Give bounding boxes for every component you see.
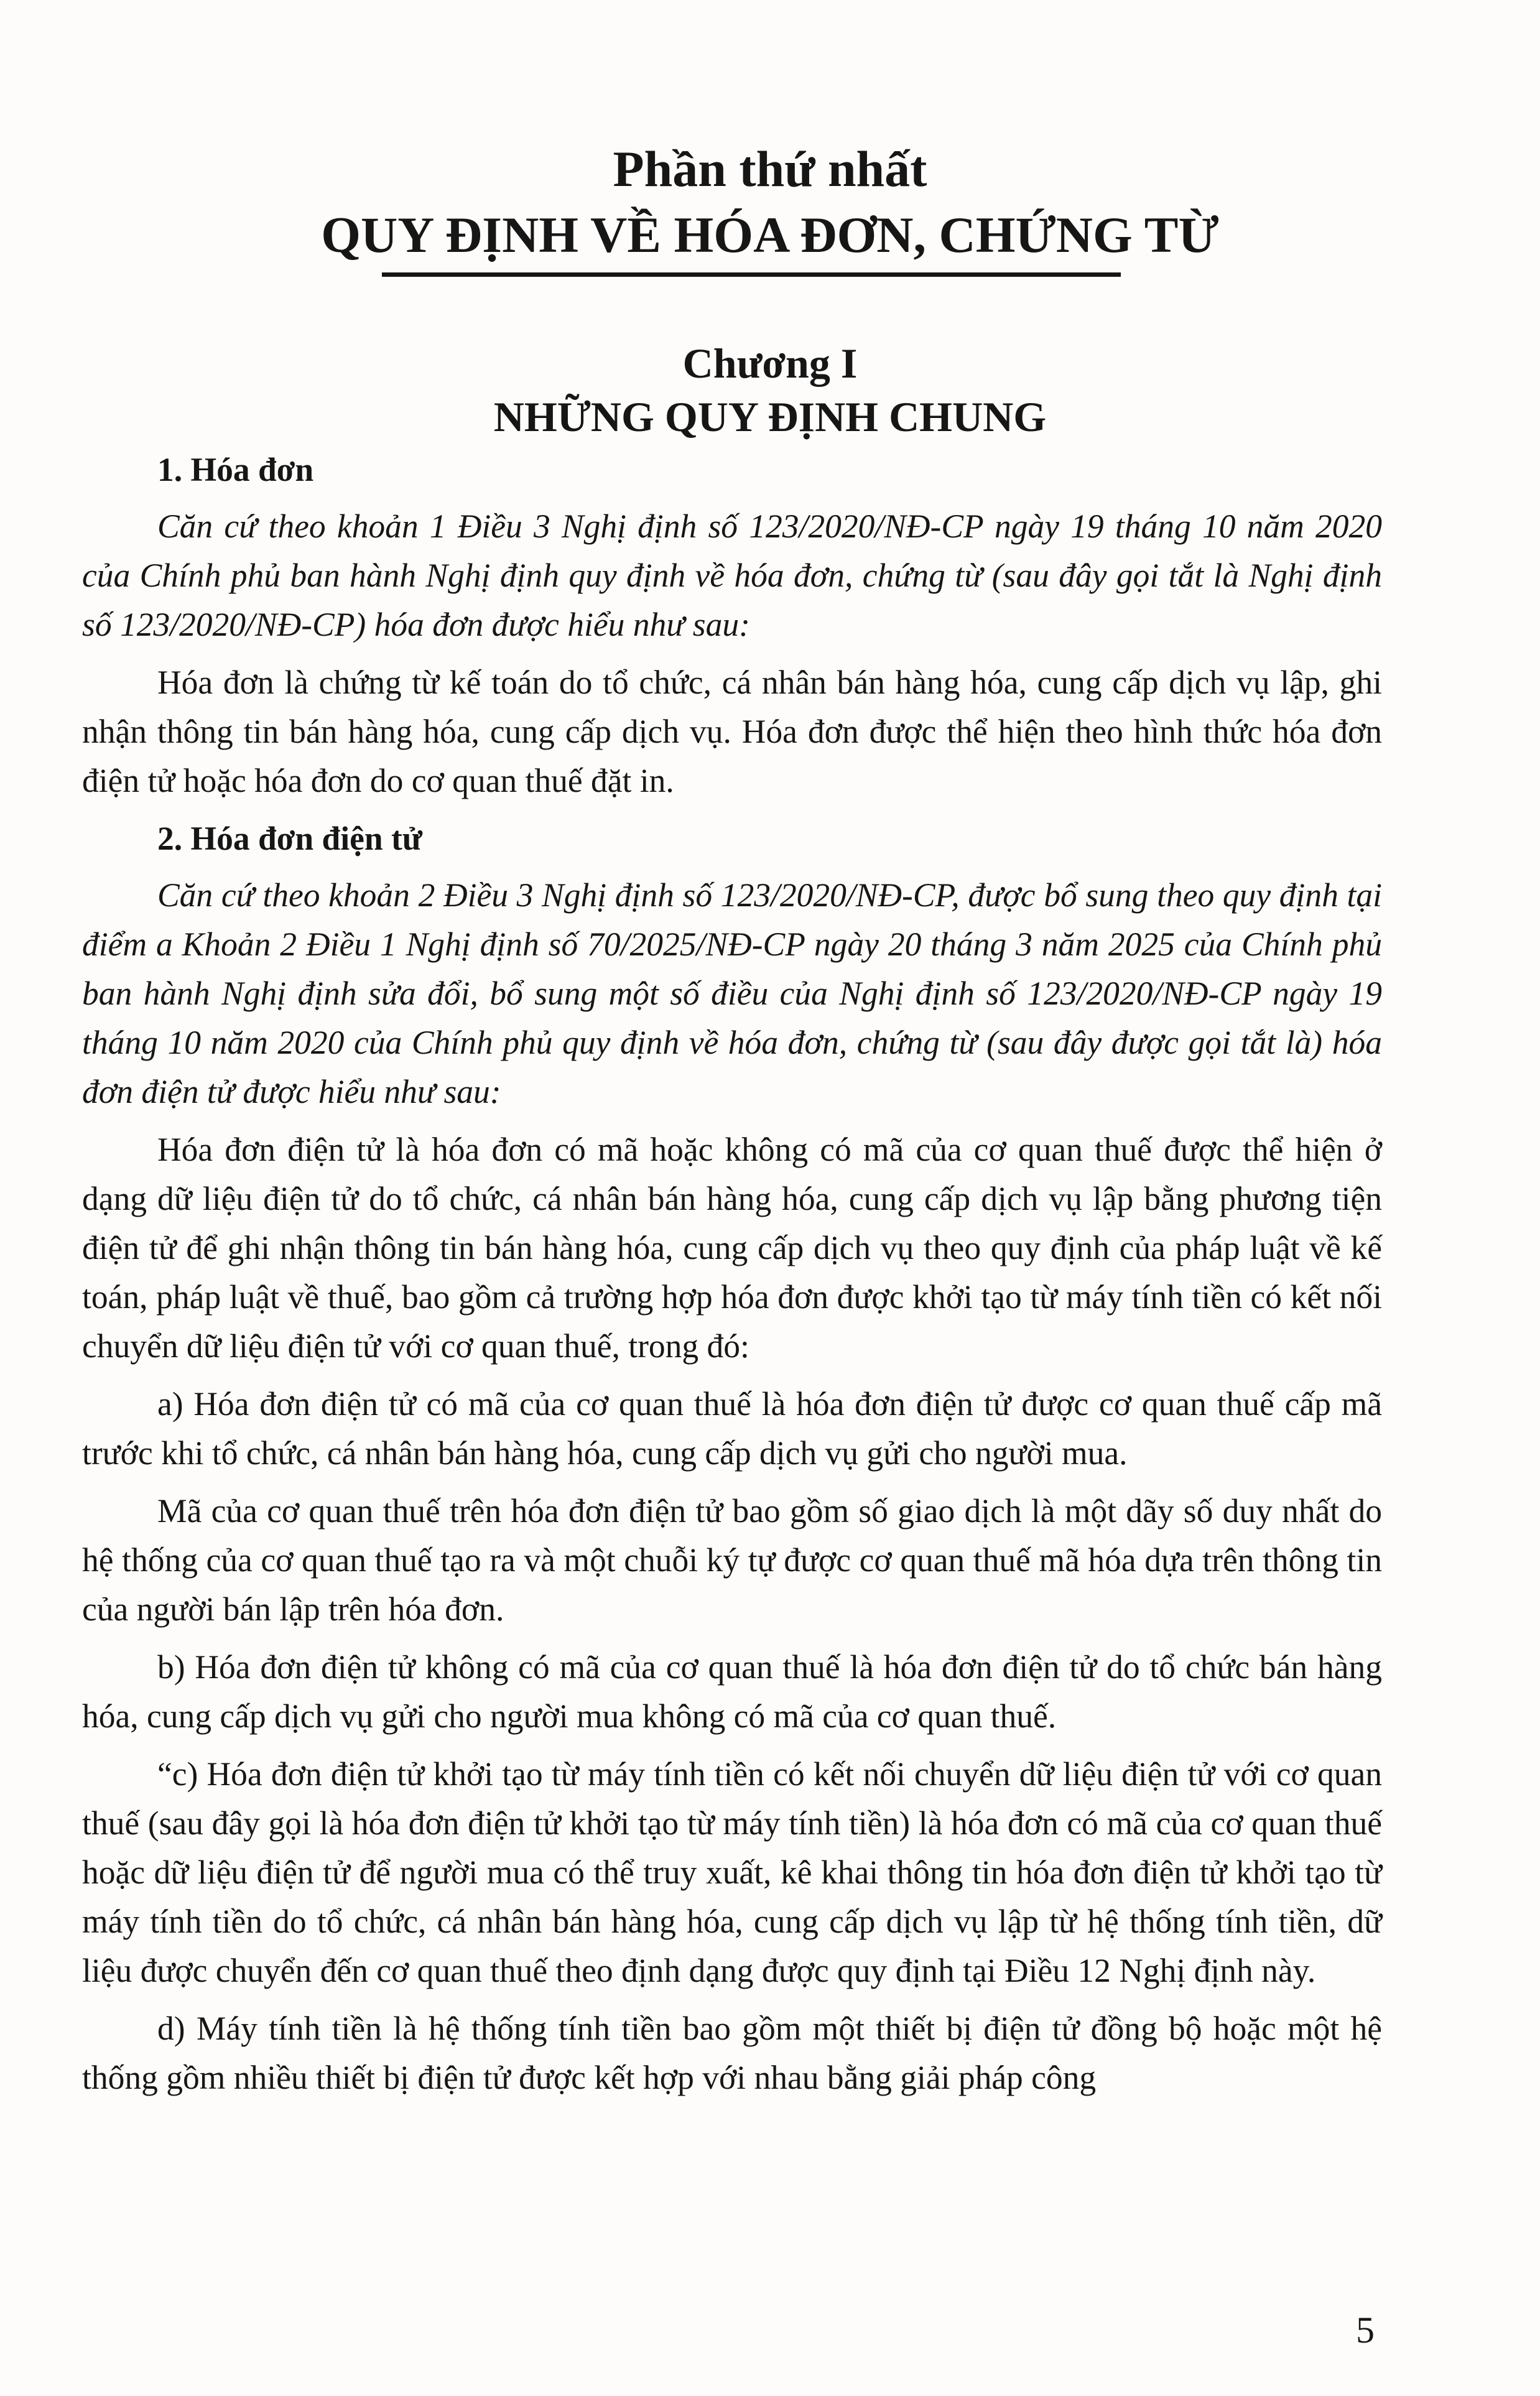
section-heading: 1. Hóa đơn — [157, 451, 314, 488]
page-number: 5 — [1356, 2310, 1375, 2351]
legal-citation: Căn cứ theo khoản 2 Điều 3 Nghị định số 123/2020/NĐ-CP, được bổ sung theo quy định tại điểm a Khoản 2 Điều 1 Nghị định số 70/2025/NĐ-CP ngày 20 tháng 3 năm 2025 của Chính phủ ban hành Nghị định sửa đổi, bổ sung một số điều của Nghị định số 123/2020/NĐ-CP ngày 19 tháng 10 năm 2020 của Chính phủ quy định về hóa đơn, chứng từ (sau đây được gọi tắt là) hóa đơn điện tử được hiểu như sau: — [82, 876, 1382, 1110]
legal-citation: Căn cứ theo khoản 1 Điều 3 Nghị định số 123/2020/NĐ-CP ngày 19 tháng 10 năm 2020 của Chính phủ ban hành Nghị định quy định về hóa đơn, chứng từ (sau đây gọi tắt là Nghị định số 123/2020/NĐ-CP) hóa đơn được hiểu như sau: — [82, 508, 1382, 643]
body-text — [82, 445, 1382, 2111]
paragraph: a) Hóa đơn điện tử có mã của cơ quan thuế là hóa đơn điện tử được cơ quan thuế cấp mã trước khi tổ chức, cá nhân bán hàng hóa, cung cấp dịch vụ gửi cho người mua. — [82, 1385, 1382, 1472]
chapter-subtitle: NHỮNG QUY ĐỊNH CHUNG — [493, 393, 1047, 440]
chapter-title: Chương I — [682, 340, 858, 387]
paragraph: Hóa đơn điện tử là hóa đơn có mã hoặc không có mã của cơ quan thuế được thể hiện ở dạng dữ liệu điện tử do tổ chức, cá nhân bán hàng hóa, cung cấp dịch vụ lập bằng phương tiện điện tử để ghi nhận thông tin bán hàng hóa, cung cấp dịch vụ theo quy định của pháp luật về kế toán, pháp luật về thuế, bao gồm cả trường hợp hóa đơn được khởi tạo từ máy tính tiền có kết nối chuyển dữ liệu điện tử với cơ quan thuế, trong đó: — [82, 1131, 1382, 1365]
paragraph: Hóa đơn là chứng từ kế toán do tổ chức, cá nhân bán hàng hóa, cung cấp dịch vụ lập, ghi nhận thông tin bán hàng hóa, cung cấp dịch vụ. Hóa đơn được thể hiện theo hình thức hóa đơn điện tử hoặc hóa đơn do cơ quan thuế đặt in. — [82, 664, 1382, 799]
section-heading: 2. Hóa đơn điện tử — [157, 820, 422, 857]
title-underline — [382, 272, 1121, 277]
paragraph: “c) Hóa đơn điện tử khởi tạo từ máy tính tiền có kết nối chuyển dữ liệu điện tử với cơ quan thuế (sau đây gọi là hóa đơn điện tử khởi tạo từ máy tính tiền) là hóa đơn có mã của cơ quan thuế hoặc dữ liệu điện tử để người mua có thể truy xuất, kê khai thông tin hóa đơn điện tử khởi tạo từ máy tính tiền do tổ chức, cá nhân bán hàng hóa, cung cấp dịch vụ lập từ hệ thống tính tiền, dữ liệu được chuyển đến cơ quan thuế theo định dạng được quy định tại Điều 12 Nghị định này. — [82, 1755, 1382, 1989]
paragraph: d) Máy tính tiền là hệ thống tính tiền bao gồm một thiết bị điện tử đồng bộ hoặc một hệ thống gồm nhiều thiết bị điện tử được kết hợp với nhau bằng giải pháp công — [82, 2010, 1382, 2096]
paragraph: b) Hóa đơn điện tử không có mã của cơ quan thuế là hóa đơn điện tử do tổ chức bán hàng hóa, cung cấp dịch vụ gửi cho người mua không có mã của cơ quan thuế. — [82, 1648, 1382, 1735]
part-title: Phần thứ nhất — [613, 141, 927, 197]
paragraph: Mã của cơ quan thuế trên hóa đơn điện tử bao gồm số giao dịch là một dãy số duy nhất do hệ thống của cơ quan thuế tạo ra và một chuỗi ký tự được cơ quan thuế mã hóa dựa trên thông tin của người bán lập trên hóa đơn. — [82, 1492, 1382, 1628]
part-subtitle: QUY ĐỊNH VỀ HÓA ĐƠN, CHỨNG TỪ — [321, 207, 1219, 263]
